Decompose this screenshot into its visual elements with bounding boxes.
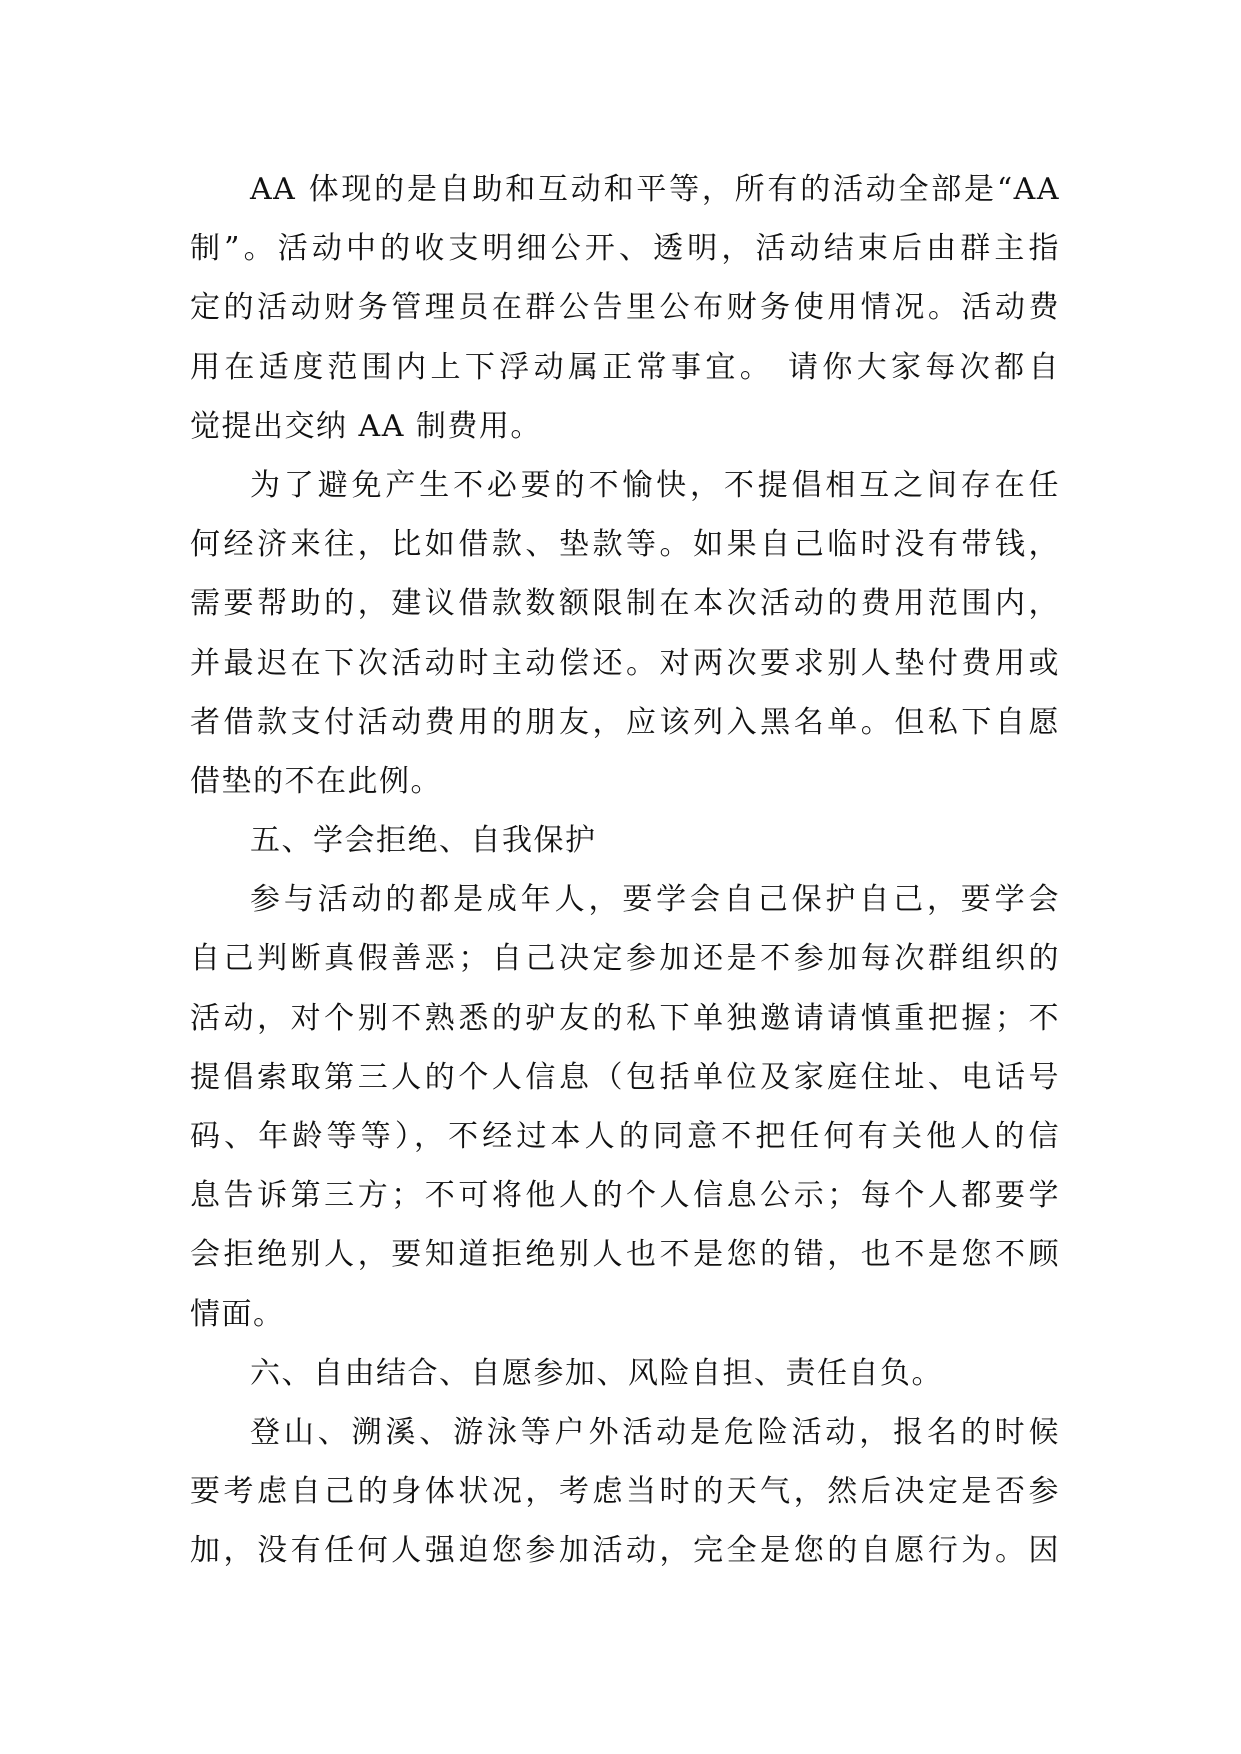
text-line: 参与活动的都是成年人，要学会自己保护自己，要学会 [250, 882, 1060, 918]
text-line: 何经济来往，比如借款、垫款等。如果自己临时没有带钱， [190, 527, 1060, 563]
text-line: AA 体现的是自助和互动和平等，所有的活动全部是“AA [250, 172, 1060, 207]
text-line: 需要帮助的，建议借款数额限制在本次活动的费用范围内， [190, 586, 1060, 622]
text-line: 用在适度范围内上下浮动属正常事宜。 请你大家每次都自 [190, 349, 1060, 385]
text-line: 借垫的不在此例。 [190, 763, 442, 799]
document-page [190, 160, 1060, 1581]
text-line: 制”。活动中的收支明细公开、透明，活动结束后由群主指 [190, 231, 1060, 267]
text-line: 并最迟在下次活动时主动偿还。对两次要求别人垫付费用或 [190, 645, 1060, 681]
heading-line: 五、学会拒绝、自我保护 [250, 823, 597, 859]
text-line: 息告诉第三方；不可将他人的个人信息公示；每个人都要学 [190, 1178, 1060, 1214]
paragraph-outdoor-risk [190, 1403, 1060, 1581]
text-line: 要考虑自己的身体状况，考虑当时的天气，然后决定是否参 [190, 1474, 1060, 1510]
paragraph-no-lending [190, 456, 1060, 811]
heading-line: 六、自由结合、自愿参加、风险自担、责任自负。 [250, 1355, 943, 1391]
text-line: 者借款支付活动费用的朋友，应该列入黑名单。但私下自愿 [190, 704, 1060, 740]
paragraph-aa-system [190, 160, 1060, 456]
text-line: 提倡索取第三人的个人信息（包括单位及家庭住址、电话号 [190, 1059, 1060, 1095]
text-line: 会拒绝别人，要知道拒绝别人也不是您的错，也不是您不顾 [190, 1237, 1060, 1273]
text-line: 为了避免产生不必要的不愉快，不提倡相互之间存在任 [250, 467, 1060, 503]
text-line: 自己判断真假善恶；自己决定参加还是不参加每次群组织的 [190, 941, 1060, 977]
text-line: 加，没有任何人强迫您参加活动，完全是您的自愿行为。因 [190, 1533, 1060, 1569]
paragraph-self-protection [190, 870, 1060, 1344]
text-line: 情面。 [190, 1296, 285, 1332]
section-heading-five [190, 811, 1060, 870]
text-line: 登山、溯溪、游泳等户外活动是危险活动，报名的时候 [250, 1414, 1060, 1450]
text-line: 码、年龄等等），不经过本人的同意不把任何有关他人的信 [190, 1119, 1060, 1154]
text-line: 定的活动财务管理员在群公告里公布财务使用情况。活动费 [190, 290, 1060, 326]
text-line: 觉提出交纳 AA 制费用。 [190, 408, 542, 444]
text-line: 活动，对个别不熟悉的驴友的私下单独邀请请慎重把握；不 [190, 1000, 1060, 1036]
section-heading-six [190, 1344, 1060, 1403]
